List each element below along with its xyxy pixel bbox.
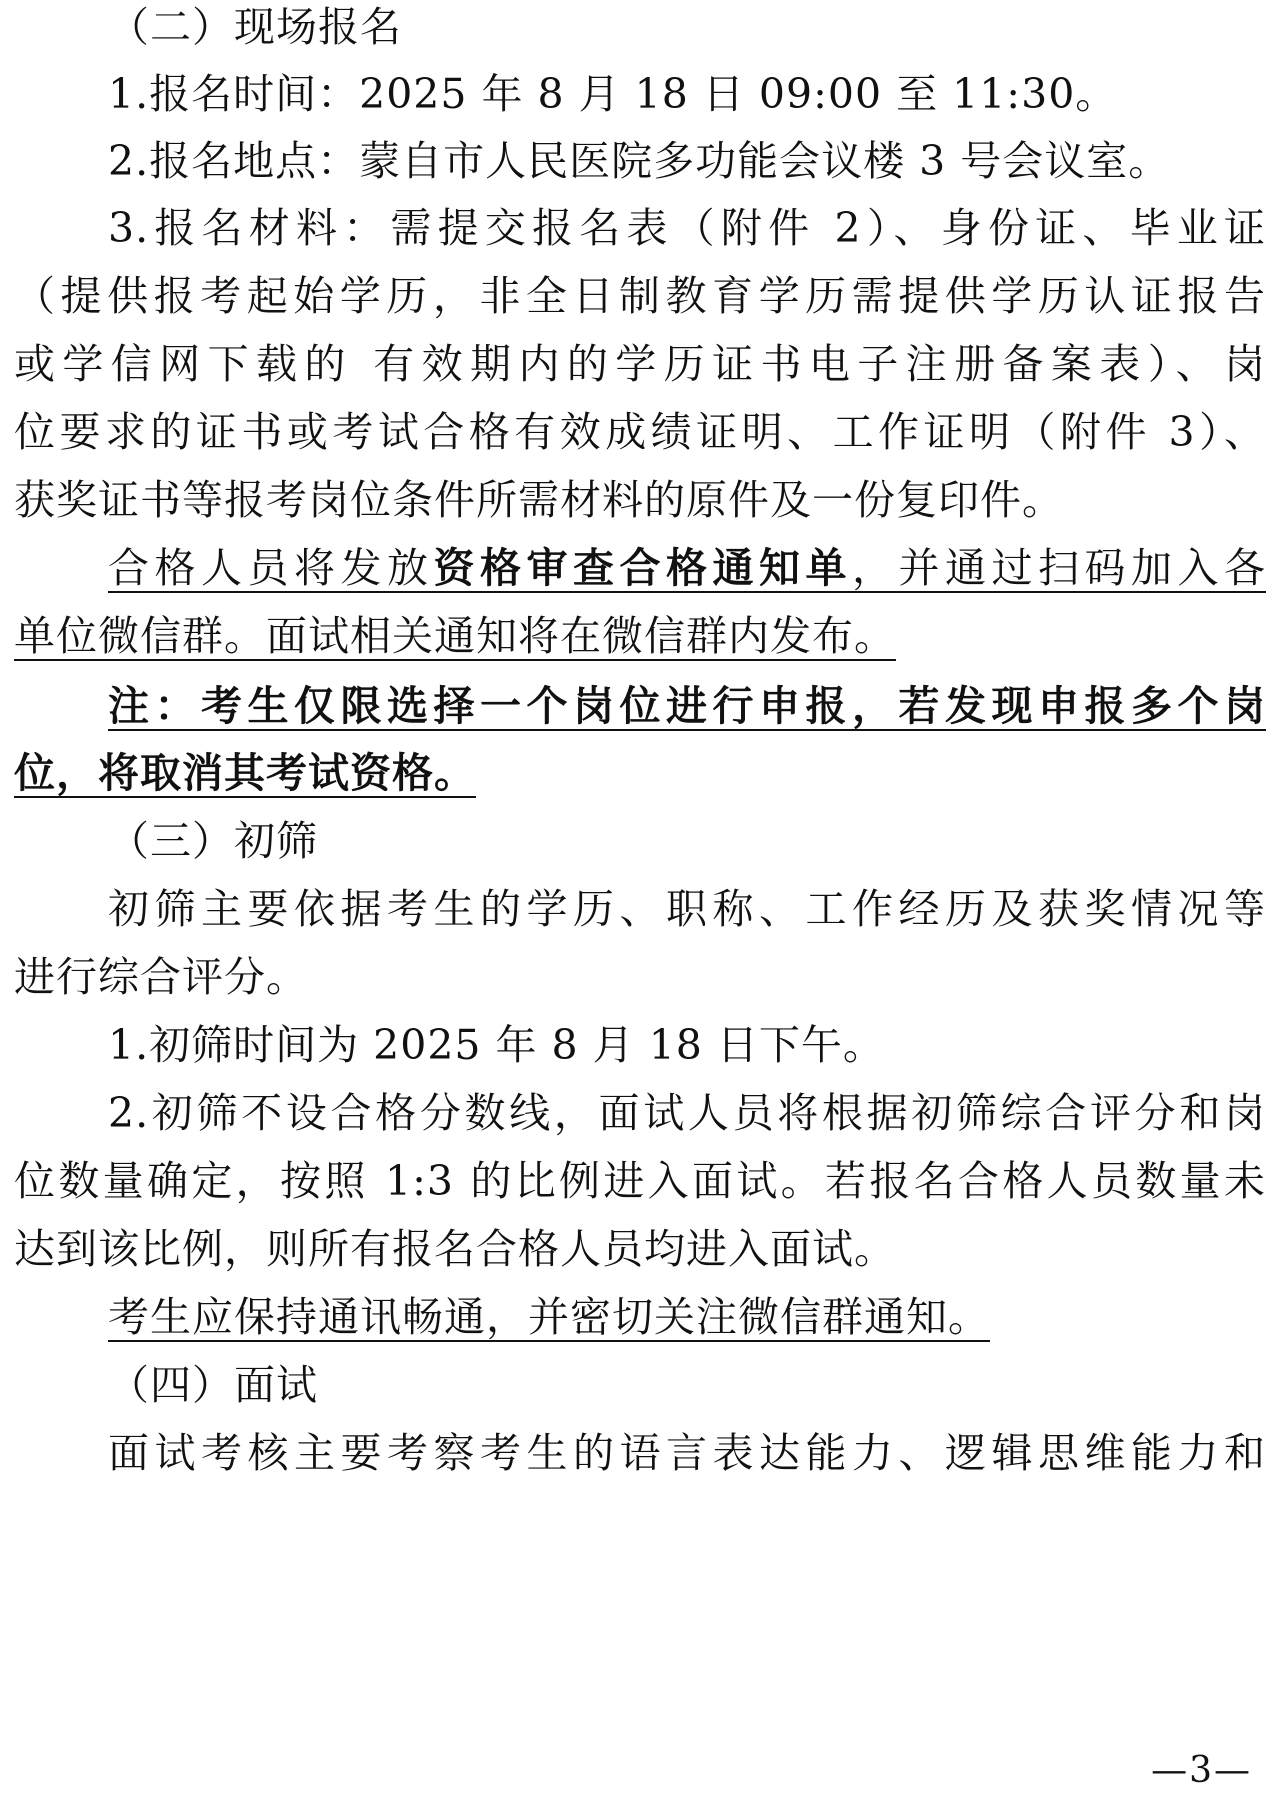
qualification-notice-bold: 资格审查合格通知单: [433, 544, 852, 592]
page-number: —3—: [1151, 1750, 1252, 1791]
screening-rule-line-1: 2.初筛不设合格分数线，面试人员将根据初筛综合评分和岗: [108, 1089, 1266, 1137]
registration-materials-line-3: 或学信网下载的 有效期内的学历证书电子注册备案表）、岗: [14, 340, 1266, 388]
screening-rule-line-3: 达到该比例，则所有报名合格人员均进入面试。: [14, 1225, 896, 1273]
qualified-notice-text-c: 单位微信群。面试相关通知将在微信群内发布。: [14, 612, 896, 660]
registration-materials-line-1: 3.报名材料：需提交报名表（附件 2）、身份证、毕业证: [108, 204, 1266, 252]
qualified-notice-line-1: [108, 538, 1266, 598]
note-line-1: 注：考生仅限选择一个岗位进行申报，若发现申报多个岗: [108, 682, 1266, 730]
qualified-notice-text-a: 合格人员将发放: [108, 544, 434, 592]
qualified-notice-text-b: ，并通过扫码加入各: [852, 544, 1266, 592]
registration-materials-line-4: 位要求的证书或考试合格有效成绩证明、工作证明（附件 3）、: [14, 408, 1266, 456]
interview-description-line-1: 面试考核主要考察考生的语言表达能力、逻辑思维能力和: [108, 1429, 1266, 1477]
section-heading-onsite-registration: （二）现场报名: [108, 3, 402, 51]
qualified-notice-line-2: [14, 606, 1266, 666]
screening-rule-line-2: 位数量确定，按照 1:3 的比例进入面试。若报名合格人员数量未: [14, 1157, 1266, 1205]
keep-contact-notice: [108, 1287, 1266, 1347]
keep-contact-text: 考生应保持通讯畅通，并密切关注微信群通知。: [108, 1293, 990, 1341]
section-heading-interview: （四）面试: [108, 1361, 318, 1409]
registration-materials-line-2: （提供报考起始学历，非全日制教育学历需提供学历认证报告: [14, 272, 1266, 320]
screening-basis-line-2: 进行综合评分。: [14, 953, 308, 1001]
screening-basis-line-1: 初筛主要依据考生的学历、职称、工作经历及获奖情况等: [108, 885, 1266, 933]
registration-location: 2.报名地点：蒙自市人民医院多功能会议楼 3 号会议室。: [108, 137, 1171, 185]
registration-time: 1.报名时间：2025 年 8 月 18 日 09:00 至 11:30。: [108, 70, 1118, 118]
note-line-2: [14, 743, 1266, 803]
section-heading-initial-screening: （三）初筛: [108, 817, 318, 865]
registration-materials-line-5: 获奖证书等报考岗位条件所需材料的原件及一份复印件。: [14, 476, 1064, 524]
note-text-2: 位，将取消其考试资格。: [14, 749, 476, 797]
screening-time: 1.初筛时间为 2025 年 8 月 18 日下午。: [108, 1021, 885, 1069]
